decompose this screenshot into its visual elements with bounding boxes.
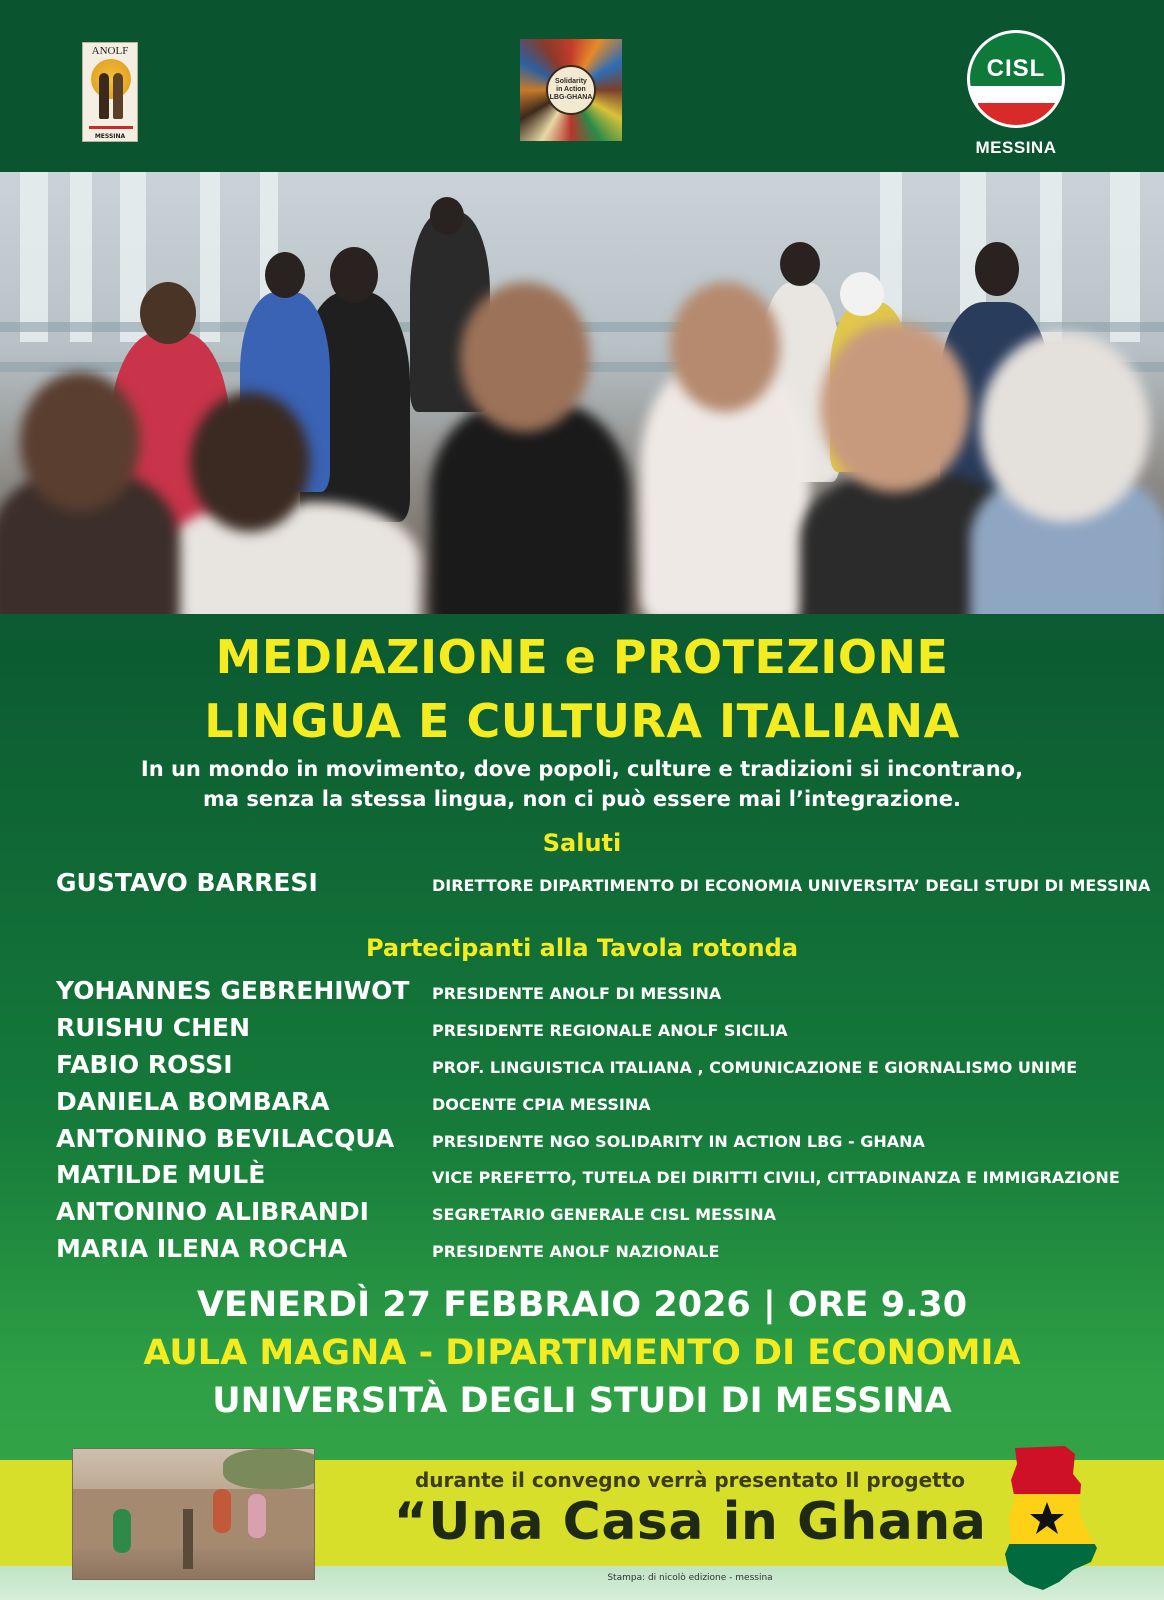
ghana-flag-map-icon xyxy=(1003,1444,1103,1594)
title-line-2: LINGUA E CULTURA ITALIANA xyxy=(204,694,960,748)
speaker-name: GUSTAVO BARRESI xyxy=(56,868,318,897)
saluti-heading: Saluti xyxy=(542,829,622,857)
anolf-logo xyxy=(82,42,138,142)
solidarity-logo-line1: Solidarity xyxy=(555,78,587,85)
solidarity-logo-line2: in Action xyxy=(556,86,586,93)
anolf-logo-city: MESSINA xyxy=(94,133,126,140)
participant-name: YOHANNES GEBREHIWOT xyxy=(56,976,410,1005)
participant-role: PRESIDENTE ANOLF DI MESSINA xyxy=(432,984,722,1003)
participant-name: DANIELA BOMBARA xyxy=(56,1087,330,1116)
cisl-logo-city: MESSINA xyxy=(975,138,1057,157)
event-university: UNIVERSITÀ DEGLI STUDI DI MESSINA xyxy=(212,1381,952,1421)
participant-row xyxy=(56,1087,1146,1121)
participant-row xyxy=(56,1160,1146,1194)
ghana-village-photo xyxy=(72,1448,315,1580)
participant-row xyxy=(56,1234,1146,1268)
participant-name: ANTONINO ALIBRANDI xyxy=(56,1197,369,1226)
cisl-messina-logo xyxy=(964,30,1068,160)
participant-row xyxy=(56,1050,1146,1084)
header-band xyxy=(0,0,1164,172)
cisl-logo-word: CISL xyxy=(986,55,1046,82)
project-title: “Una Casa in Ghana xyxy=(393,1492,987,1552)
participant-role: PRESIDENTE REGIONALE ANOLF SICILIA xyxy=(432,1021,788,1040)
saluti-row xyxy=(56,868,1151,902)
solidarity-in-action-logo xyxy=(520,39,622,141)
participant-role: VICE PREFETTO, TUTELA DEI DIRITTI CIVILI, CITTADINANZA E IMMIGRAZIONE xyxy=(432,1168,1120,1187)
print-credit: Stampa: di nicolò edizione - messina xyxy=(607,1573,773,1583)
tavola-rotonda-heading: Partecipanti alla Tavola rotonda xyxy=(365,934,799,962)
cisl-logo-disk xyxy=(967,30,1065,128)
participant-name: FABIO ROSSI xyxy=(56,1050,233,1079)
participant-role: PRESIDENTE ANOLF NAZIONALE xyxy=(432,1242,720,1261)
anolf-logo-title: ANOLF xyxy=(91,45,129,57)
project-announcement: durante il convegno verrà presentato Il progetto xyxy=(414,1468,966,1492)
participant-row xyxy=(56,1124,1146,1158)
participant-name: ANTONINO BEVILACQUA xyxy=(56,1124,395,1153)
title-line-1: MEDIAZIONE e PROTEZIONE xyxy=(215,630,949,684)
participant-name: MARIA ILENA ROCHA xyxy=(56,1234,348,1263)
participant-role: SEGRETARIO GENERALE CISL MESSINA xyxy=(432,1205,777,1224)
anolf-figure-icon xyxy=(99,73,109,119)
participant-name: MATILDE MULÈ xyxy=(56,1160,266,1189)
intro-line-2: ma senza la stessa lingua, non ci può essere mai l’integrazione. xyxy=(203,787,961,811)
event-venue: AULA MAGNA - DIPARTIMENTO DI ECONOMIA xyxy=(143,1333,1021,1373)
intro-line-1: In un mondo in movimento, dove popoli, culture e tradizioni si incontrano, xyxy=(140,757,1024,781)
anolf-sun-icon xyxy=(91,59,131,99)
anolf-bar xyxy=(89,126,133,129)
participant-row xyxy=(56,1013,1146,1047)
solidarity-logo-center xyxy=(546,65,596,115)
event-date-time: VENERDÌ 27 FEBBRAIO 2026 | ORE 9.30 xyxy=(196,1285,968,1325)
participant-row xyxy=(56,976,1146,1010)
crowd-photo xyxy=(0,172,1164,614)
anolf-figure-icon xyxy=(113,73,123,119)
solidarity-logo-line3: LBG-GHANA xyxy=(549,94,593,101)
participant-role: PROF. LINGUISTICA ITALIANA , COMUNICAZIONE E GIORNALISMO UNIME xyxy=(432,1058,1078,1077)
participant-role: PRESIDENTE NGO SOLIDARITY IN ACTION LBG - GHANA xyxy=(432,1132,925,1151)
participant-row xyxy=(56,1197,1146,1231)
participant-name: RUISHU CHEN xyxy=(56,1013,251,1042)
speaker-role: DIRETTORE DIPARTIMENTO DI ECONOMIA UNIVERSITA’ DEGLI STUDI DI MESSINA xyxy=(432,876,1151,895)
cisl-logo-red xyxy=(978,103,1058,125)
participant-role: DOCENTE CPIA MESSINA xyxy=(432,1095,651,1114)
